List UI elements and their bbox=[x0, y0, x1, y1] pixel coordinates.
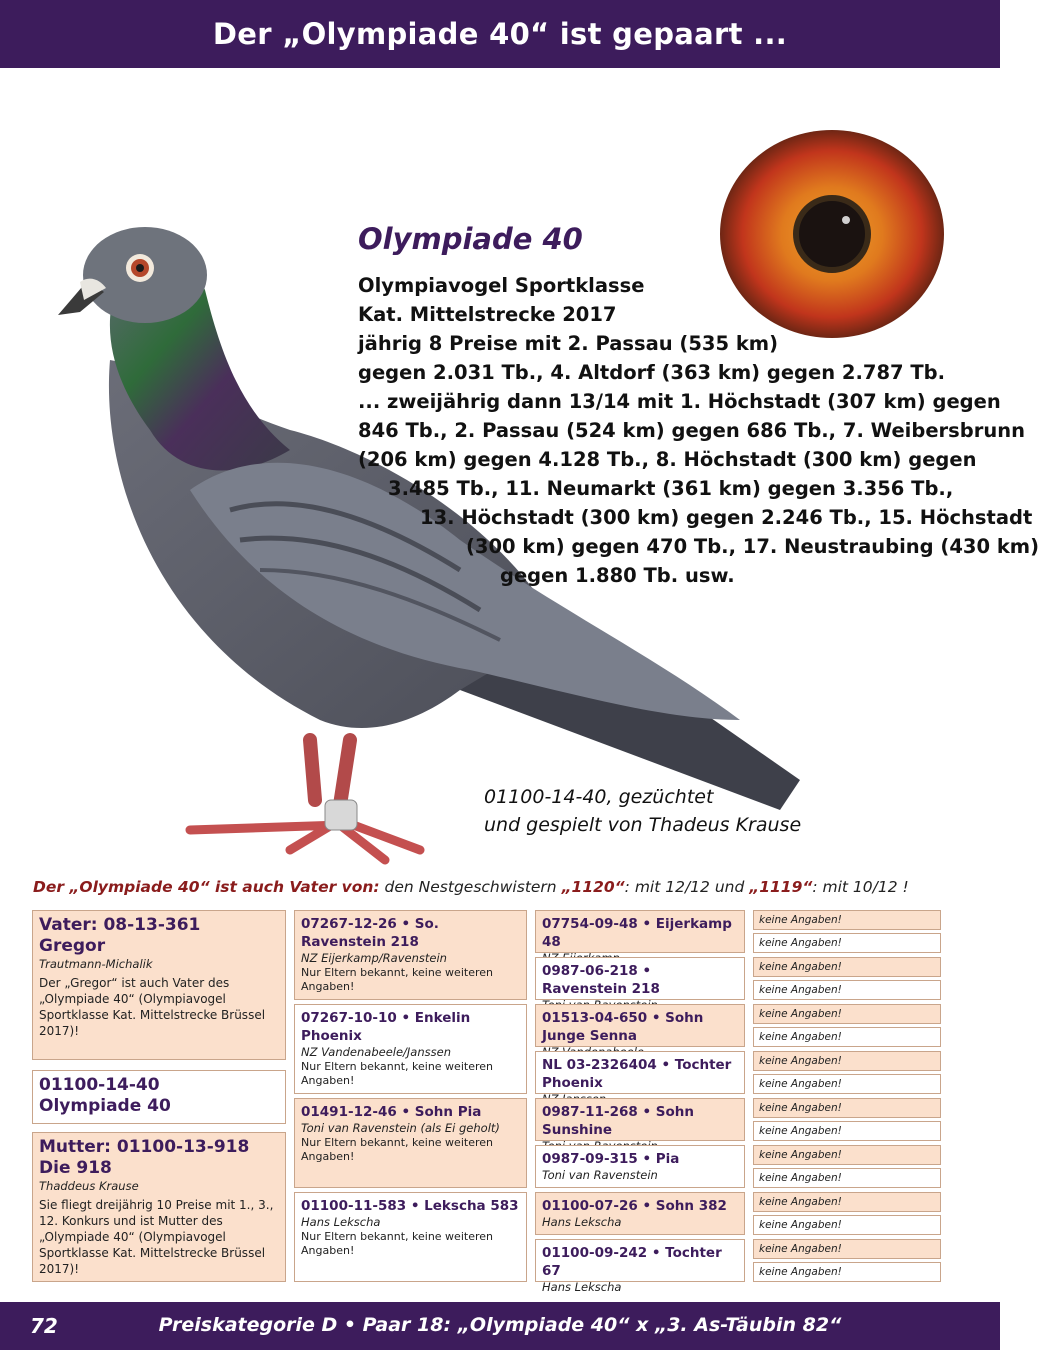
page-header bbox=[0, 0, 1000, 68]
grandparent-note: Nur Eltern bekannt, keine weiteren Angaben! bbox=[301, 1060, 493, 1087]
pedigree-father bbox=[32, 910, 286, 1060]
great-grandparent-title: NL 03-2326404 • Tochter Phoenix bbox=[542, 1057, 732, 1091]
grandparent-breeder: NZ Vandenabeele/Janssen bbox=[301, 1045, 451, 1059]
father-of-mid: den Nestgeschwistern bbox=[379, 878, 562, 896]
great-grandparent-breeder: Toni van Ravenstein bbox=[542, 1168, 658, 1182]
grandparent-title: 07267-10-10 • Enkelin Phoenix bbox=[301, 1010, 471, 1044]
great-grandparent bbox=[535, 1145, 745, 1188]
great-grandparent bbox=[535, 1004, 745, 1047]
no-info-cell: keine Angaben! bbox=[753, 1192, 941, 1212]
great-grandparent-title: 0987-06-218 • Ravenstein 218 bbox=[542, 963, 660, 997]
description-line: 846 Tb., 2. Passau (524 km) gegen 686 Tb., 7. Weibersbrunn bbox=[358, 419, 1025, 442]
no-info-cell: keine Angaben! bbox=[753, 910, 941, 930]
ring-caption-line: 01100-14-40, gezüchtet bbox=[484, 786, 714, 808]
father-of-lead: Der „Olympiade 40“ ist auch Vater von: bbox=[33, 878, 380, 896]
ring-caption bbox=[484, 783, 801, 839]
eye-closeup-photo bbox=[718, 128, 946, 340]
mother-text: Sie fliegt dreijährig 10 Preise mit 1., 3., 12. Konkurs und ist Mutter des „Olympiade 40“ (Olympiavogel Sportklasse Kat. Mittelstrecke Brüssel 2017)! bbox=[39, 1198, 274, 1276]
mother-ring: Mutter: 01100-13-918 bbox=[39, 1137, 250, 1157]
child-1120: „1120“ bbox=[561, 878, 625, 896]
great-grandparent-title: 01100-07-26 • Sohn 382 bbox=[542, 1198, 727, 1214]
great-grandparent-title: 01100-09-242 • Tochter 67 bbox=[542, 1245, 722, 1279]
pedigree-mother bbox=[32, 1132, 286, 1282]
no-info-cell: keine Angaben! bbox=[753, 1051, 941, 1071]
page-footer bbox=[0, 1302, 1000, 1350]
description-line: gegen 2.031 Tb., 4. Altdorf (363 km) gegen 2.787 Tb. bbox=[358, 361, 946, 384]
no-info-cell: keine Angaben! bbox=[753, 1074, 941, 1094]
great-grandparent-title: 0987-11-268 • Sohn Sunshine bbox=[542, 1104, 694, 1138]
great-grandparent bbox=[535, 1239, 745, 1294]
description-line: jährig 8 Preise mit 2. Passau (535 km) bbox=[358, 332, 779, 355]
child-1119: „1119“ bbox=[749, 878, 813, 896]
no-info-cell: keine Angaben! bbox=[753, 1239, 941, 1259]
no-info-cell: keine Angaben! bbox=[753, 957, 941, 977]
no-info-cell: keine Angaben! bbox=[753, 1027, 941, 1047]
no-info-cell: keine Angaben! bbox=[753, 1145, 941, 1165]
great-grandparent-breeder: Hans Lekscha bbox=[542, 1280, 622, 1294]
grandparent-breeder: Toni van Ravenstein (als Ei geholt) bbox=[301, 1121, 500, 1135]
description-line: Kat. Mittelstrecke 2017 bbox=[358, 303, 617, 326]
description-line: Olympiavogel Sportklasse bbox=[358, 274, 645, 297]
grandparent-note: Nur Eltern bekannt, keine weiteren Angaben! bbox=[301, 966, 493, 993]
self-name: Olympiade 40 bbox=[39, 1096, 171, 1116]
great-grandparent-title: 01513-04-650 • Sohn Junge Senna bbox=[542, 1010, 704, 1044]
father-text: Der „Gregor“ ist auch Vater des „Olympiade 40“ (Olympiavogel Sportklasse Kat. Mittelstrecke Brüssel 2017)! bbox=[39, 976, 266, 1038]
self-ring: 01100-14-40 bbox=[39, 1075, 160, 1095]
child-1120-result: : mit 12/12 und bbox=[624, 878, 750, 896]
page-number: 72 bbox=[30, 1314, 58, 1338]
great-grandparent bbox=[535, 1192, 745, 1235]
grandparent-title: 07267-12-26 • So. Ravenstein 218 bbox=[301, 916, 439, 950]
grandparent bbox=[294, 910, 527, 1000]
grandparent-title: 01491-12-46 • Sohn Pia bbox=[301, 1104, 482, 1120]
mother-breeder: Thaddeus Krause bbox=[39, 1179, 139, 1193]
no-info-cell: keine Angaben! bbox=[753, 1098, 941, 1118]
grandparent-title: 01100-11-583 • Lekscha 583 bbox=[301, 1198, 519, 1214]
child-1119-result: : mit 10/12 ! bbox=[812, 878, 909, 896]
description-line: (206 km) gegen 4.128 Tb., 8. Höchstadt (300 km) gegen bbox=[358, 448, 977, 471]
no-info-cell: keine Angaben! bbox=[753, 980, 941, 1000]
ring-caption-line: und gespielt von Thadeus Krause bbox=[484, 814, 802, 836]
no-info-cell: keine Angaben! bbox=[753, 1004, 941, 1024]
no-info-cell: keine Angaben! bbox=[753, 1262, 941, 1282]
father-ring: Vater: 08-13-361 bbox=[39, 915, 201, 935]
pedigree-self bbox=[32, 1070, 286, 1124]
grandparent-breeder: NZ Eijerkamp/Ravenstein bbox=[301, 951, 447, 965]
description-line: (300 km) gegen 470 Tb., 17. Neustraubing (430 km) bbox=[466, 535, 1039, 558]
great-grandparent bbox=[535, 1051, 745, 1094]
grandparent-note: Nur Eltern bekannt, keine weiteren Angaben! bbox=[301, 1230, 493, 1257]
grandparent bbox=[294, 1004, 527, 1094]
grandparent-note: Nur Eltern bekannt, keine weiteren Angaben! bbox=[301, 1136, 493, 1163]
description-line: 13. Höchstadt (300 km) gegen 2.246 Tb., 15. Höchstadt bbox=[420, 506, 1033, 529]
great-grandparent bbox=[535, 910, 745, 953]
no-info-cell: keine Angaben! bbox=[753, 1121, 941, 1141]
great-grandparent-title: 07754-09-48 • Eijerkamp 48 bbox=[542, 916, 732, 950]
great-grandparent bbox=[535, 957, 745, 1000]
description-line: gegen 1.880 Tb. usw. bbox=[500, 564, 735, 587]
father-name: Gregor bbox=[39, 936, 106, 956]
description-line: 3.485 Tb., 11. Neumarkt (361 km) gegen 3.356 Tb., bbox=[388, 477, 954, 500]
bird-name: Olympiade 40 bbox=[358, 222, 583, 256]
father-of-line bbox=[33, 878, 909, 896]
footer-caption: Preiskategorie D • Paar 18: „Olympiade 40“ x „3. As-Täubin 82“ bbox=[158, 1314, 842, 1336]
no-info-cell: keine Angaben! bbox=[753, 933, 941, 953]
no-info-cell: keine Angaben! bbox=[753, 1168, 941, 1188]
mother-name: Die 918 bbox=[39, 1158, 112, 1178]
great-grandparent-title: 0987-09-315 • Pia bbox=[542, 1151, 680, 1167]
description-line: ... zweijährig dann 13/14 mit 1. Höchstadt (307 km) gegen bbox=[358, 390, 1001, 413]
great-grandparent bbox=[535, 1098, 745, 1141]
grandparent-breeder: Hans Lekscha bbox=[301, 1215, 381, 1229]
page-title: Der „Olympiade 40“ ist gepaart ... bbox=[212, 17, 788, 51]
no-info-cell: keine Angaben! bbox=[753, 1215, 941, 1235]
great-grandparent-breeder: Hans Lekscha bbox=[542, 1215, 622, 1229]
grandparent bbox=[294, 1098, 527, 1188]
grandparent bbox=[294, 1192, 527, 1282]
father-breeder: Trautmann-Michalik bbox=[39, 957, 153, 971]
